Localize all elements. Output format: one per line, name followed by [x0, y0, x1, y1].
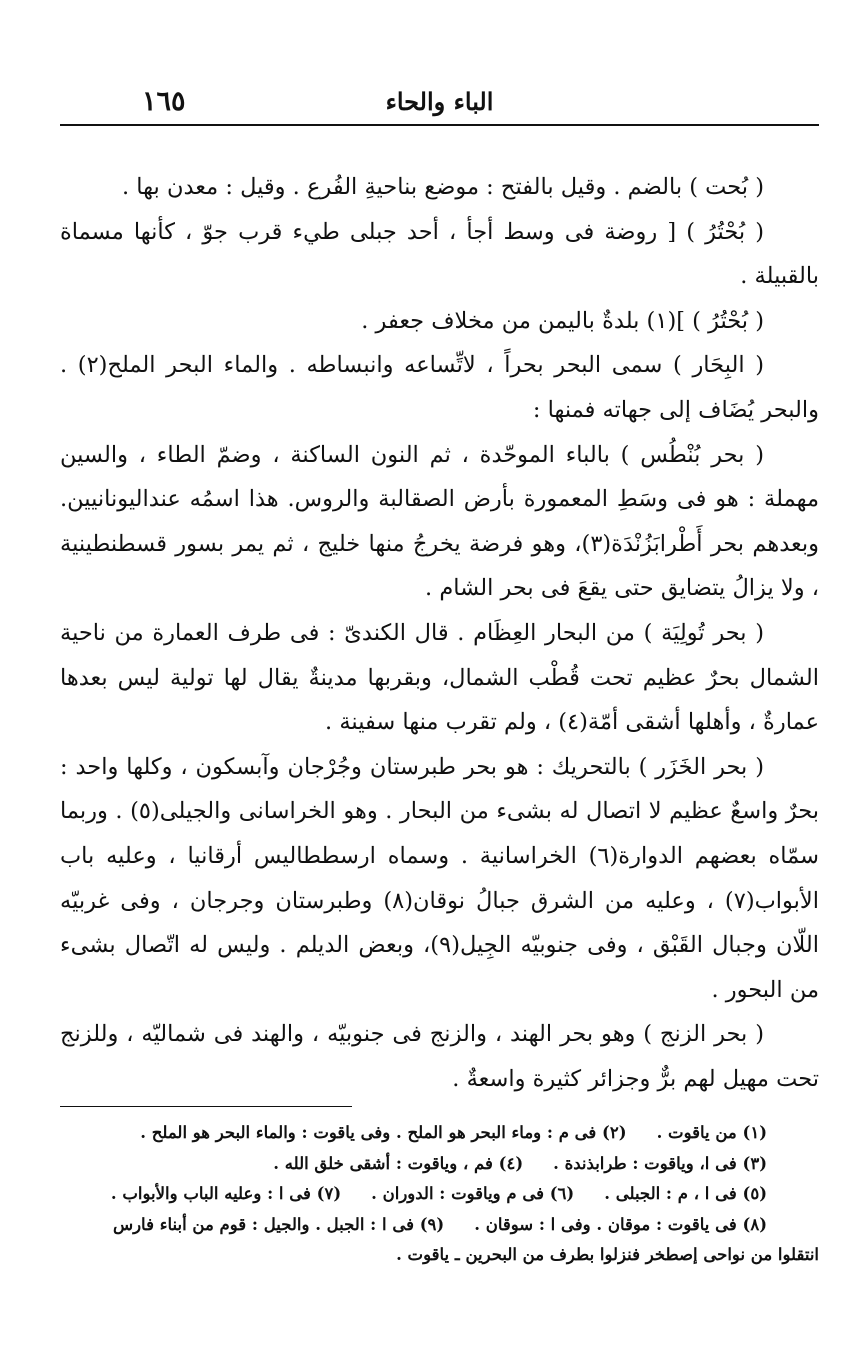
- body-text: [60, 165, 819, 1101]
- footnote-4: (٤) فم ، وياقوت : أشقى خلق الله .: [273, 1153, 524, 1173]
- entry-buht: ( بُحت ) بالضم . وقيل بالفتح : موضع بناحيةِ الفُرع . وقيل : معدن بها .: [122, 174, 764, 200]
- entry-bahr-buntus: ( بحر بُنْطُس ) بالباء الموحّدة ، ثم النون الساكنة ، وضمّ الطاء ، والسين مهملة : هو فى وسَطِ المعمورة بأرض الصقالبة والروس. هذا اسمُه عنداليونانيين. وبعدهم بحر أَطْرابَزُنْدَة(٣)، وهو فرضة يخرجُ منها خليج ، ثم يمر بسور قسطنطينية ، ولا يزالُ يتضايق حتى يقعَ فى بحر الشام .: [60, 441, 820, 602]
- entry-buhtur-rawda: ( بُحْتُرُ ) [ روضة فى وسط أجأ ، أحد جبلى طيء قرب جوّ ، كأنها مسماة بالقبيلة .: [60, 218, 819, 290]
- page-number: ١٦٥: [142, 86, 186, 117]
- header-rule: [60, 124, 819, 126]
- entry-al-bihar: ( البِحَار ) سمى البحر بحراً ، لاتِّساعه وانبساطه . والماء البحر الملح(٢) . والبحر يُضَاف إلى جهاته فمنها :: [60, 352, 819, 423]
- footnote-9-continuation: انتقلوا من نواحى إصطخر فنزلوا بطرف من البحرين ـ ياقوت .: [396, 1245, 819, 1264]
- footnote-2: (٢) فى م : وماء البحر هو الملح . وفى ياقوت : والماء البحر هو الملح .: [140, 1123, 627, 1142]
- footnote-line: [60, 1210, 819, 1241]
- entry-bahr-al-khazar: ( بحر الخَزَر ) بالتحريك : هو بحر طبرستان وجُرْجان وآبسكون ، وكلها واحد : بحرٌ واسعٌ عظيم لا اتصال له بشىء من البحار . وهو الخراسانى والجيلى(٥) . وربما سمّاه بعضهم الدوارة(٦) الخراسانية . وسماه ارسططاليس أرقانيا ، وعليه باب الأبواب(٧) ، وعليه من الشرق جبالُ نوقان(٨) وطبرستان وجرجان ، وفى غربيّه اللّان وجبال القَبْق ، وفى جنوبيّه الجِيل(٩)، وبعض الديلم . وليس له اتّصال بشىء من البحور .: [60, 753, 819, 1003]
- footnote-1: (١) من ياقوت .: [656, 1123, 767, 1142]
- page-header: [60, 82, 819, 122]
- entry-buhtur-balda: ( بُحْتُرُ ) ](١) بلدةٌ باليمن من مخلاف جعفر .: [361, 307, 764, 334]
- running-title: الباء والحاء: [385, 87, 494, 116]
- footnote-3: (٣) فى ا، وياقوت : طرابذندة .: [553, 1153, 767, 1173]
- footnotes: [60, 1118, 819, 1271]
- footnote-line: [60, 1179, 819, 1210]
- footnote-7: (٧) فى ا : وعليه الباب والأبواب .: [110, 1184, 342, 1203]
- footnote-5: (٥) فى ا ، م : الجبلى .: [604, 1184, 767, 1203]
- entry-bahr-tuliya: ( بحر تُولِيَة ) من البحار العِظَام . قال الكندىّ : فى طرف العمارة من ناحية الشمال بحرٌ عظيم تحت قُطْب الشمال، وبقربها مدينةٌ يقال لها تولية ليس بعدها عمارةٌ ، وأهلها أشقى أمّة(٤) ، ولم تقرب منها سفينة .: [60, 619, 819, 736]
- entry-bahr-al-zanj: ( بحر الزنج ) وهو بحر الهند ، والزنج فى جنوبيّه ، والهند فى شماليّه ، وللزنج تحت مهيل لهم برٌّ وجزائر كثيرة واسعةٌ .: [60, 1021, 819, 1092]
- footnote-6: (٦) فى م وياقوت : الدوران .: [371, 1184, 575, 1203]
- footnote-line: [60, 1149, 819, 1180]
- footnote-9: (٩) فى ا : الجبل . والجيل : قوم من أبناء فارس: [112, 1214, 445, 1234]
- footnote-line: [60, 1118, 819, 1149]
- footnote-8: (٨) فى ياقوت : موقان . وفى ا : سوقان .: [474, 1214, 767, 1234]
- footnote-rule: [60, 1106, 352, 1107]
